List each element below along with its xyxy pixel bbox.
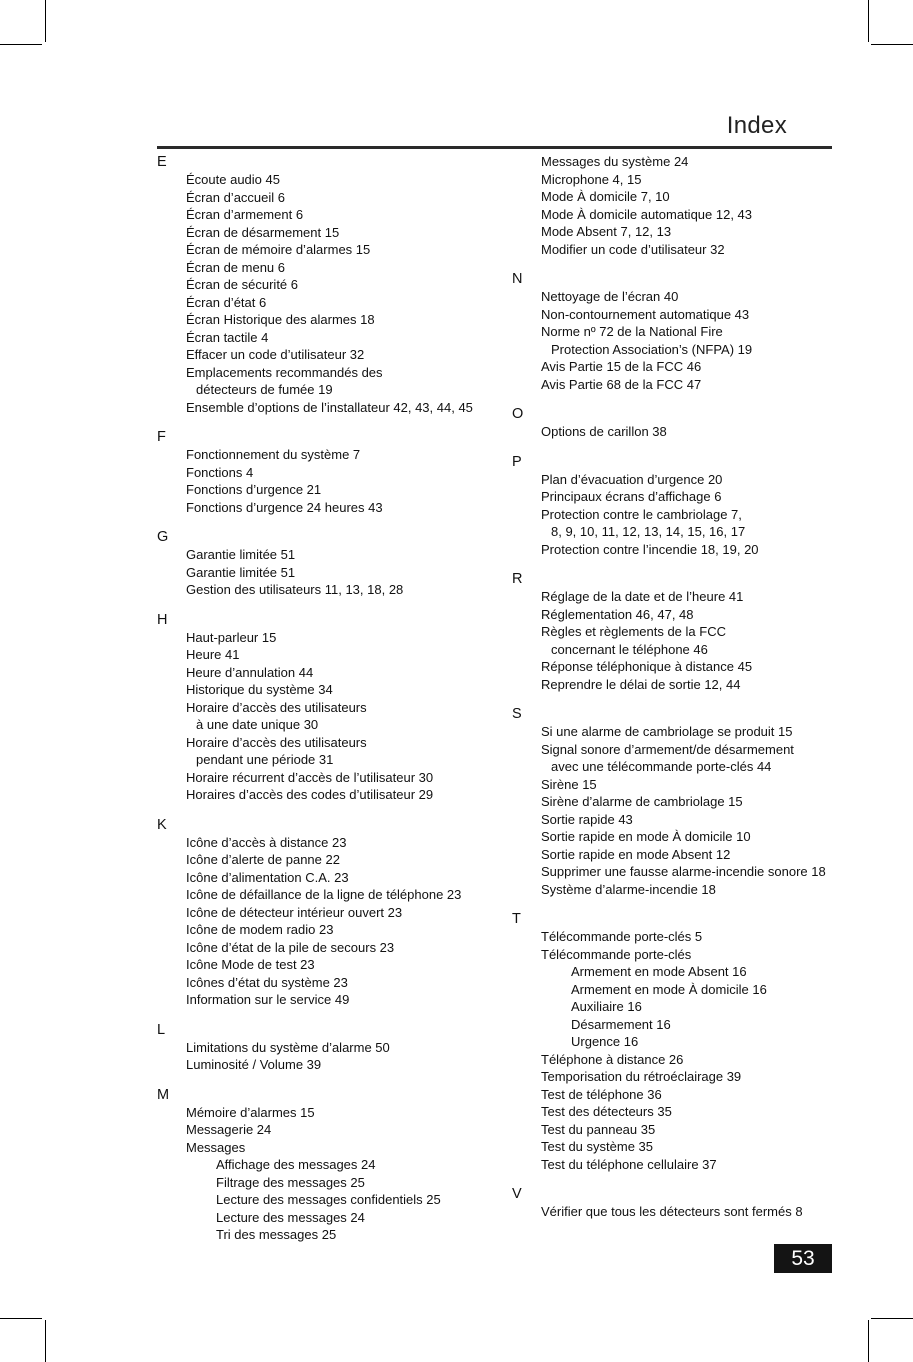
index-entry: Information sur le service 49 xyxy=(186,992,350,1007)
index-entry: Écran de menu 6 xyxy=(186,259,286,275)
index-left-column xyxy=(157,153,502,1244)
section-letter-t: T xyxy=(512,911,521,927)
index-entry: Icône de modem radio 23 xyxy=(186,922,334,937)
index-entry: Écran d’armement 6 xyxy=(186,207,304,222)
crop-mark-top-left-v xyxy=(45,0,46,42)
section-letter-r: R xyxy=(512,571,523,587)
index-entry: Horaire récurrent d’accès de l’utilisateur 30 xyxy=(186,769,434,785)
index-entry: concernant le téléphone 46 xyxy=(551,641,708,657)
index-entry: Écran d’accueil 6 xyxy=(186,189,285,205)
section-letter-g: G xyxy=(157,529,169,545)
section-letter-k: K xyxy=(157,816,167,833)
index-entry: Lecture des messages 24 xyxy=(216,1209,365,1225)
index-entry: Protection contre l’incendie 18, 19, 20 xyxy=(541,541,759,557)
index-entry: Écran de sécurité 6 xyxy=(186,277,299,292)
index-entry: Fonctionnement du système 7 xyxy=(186,447,361,462)
index-entry: Écran de mémoire d’alarmes 15 xyxy=(186,242,371,257)
index-entry: Icône d’alerte de panne 22 xyxy=(186,852,340,867)
index-entry: Icône de détecteur intérieur ouvert 23 xyxy=(186,904,403,920)
index-entry: Urgence 16 xyxy=(571,1034,639,1049)
index-entry: Icône de défaillance de la ligne de téléphone 23 xyxy=(186,887,462,902)
index-entry: Test du système 35 xyxy=(541,1139,653,1154)
index-entry: Test des détecteurs 35 xyxy=(541,1104,672,1119)
index-entry: Armement en mode Absent 16 xyxy=(571,964,747,979)
index-entry: Emplacements recommandés des xyxy=(186,364,383,380)
crop-mark-bottom-left-h xyxy=(0,1318,42,1319)
index-entry: pendant une période 31 xyxy=(196,752,334,767)
index-entry: Mode À domicile automatique 12, 43 xyxy=(541,206,753,222)
section-letter-h: H xyxy=(157,611,168,628)
index-entry: Heure 41 xyxy=(186,647,240,662)
index-entry: Garantie limitée 51 xyxy=(186,564,296,580)
index-entry: avec une télécommande porte-clés 44 xyxy=(551,759,772,774)
index-entry: Icônes d’état du système 23 xyxy=(186,974,348,990)
index-entry: Protection contre le cambriolage 7, xyxy=(541,506,742,522)
index-entry: Microphone 4, 15 xyxy=(541,171,642,187)
index-entry: Effacer un code d’utilisateur 32 xyxy=(186,347,365,362)
index-entry: Icône d’accès à distance 23 xyxy=(186,834,347,850)
index-entry: Icône d’alimentation C.A. 23 xyxy=(186,869,349,885)
index-entry: Haut-parleur 15 xyxy=(186,629,277,645)
index-entry: Reprendre le délai de sortie 12, 44 xyxy=(541,676,741,692)
index-entry: Historique du système 34 xyxy=(186,682,333,697)
index-entry: Signal sonore d’armement/de désarmement xyxy=(541,741,794,757)
index-entry: Règles et règlements de la FCC xyxy=(541,624,726,639)
index-entry: Options de carillon 38 xyxy=(541,424,667,439)
index-entry: Réponse téléphonique à distance 45 xyxy=(541,659,753,674)
index-entry: Norme nº 72 de la National Fire xyxy=(541,324,723,339)
page-number: 53 xyxy=(774,1244,832,1273)
index-entry: Garantie limitée 51 xyxy=(186,547,296,562)
section-letter-v: V xyxy=(512,1186,522,1202)
index-entry: Téléphone à distance 26 xyxy=(541,1051,684,1067)
index-entry: Lecture des messages confidentiels 25 xyxy=(216,1192,441,1207)
index-entry: Messages xyxy=(186,1139,246,1155)
section-letter-e: E xyxy=(157,154,167,170)
index-entry: Mode À domicile 7, 10 xyxy=(541,189,670,204)
section-letter-n: N xyxy=(512,271,523,287)
index-entry: Mode Absent 7, 12, 13 xyxy=(541,224,672,239)
index-entry: Fonctions d’urgence 24 heures 43 xyxy=(186,499,383,515)
crop-mark-top-right-v xyxy=(868,0,869,42)
index-entry: Désarmement 16 xyxy=(571,1016,671,1032)
section-letter-o: O xyxy=(512,406,524,422)
index-entry: Fonctions d’urgence 21 xyxy=(186,482,322,497)
index-entry: Horaire d’accès des utilisateurs xyxy=(186,734,367,750)
index-entry: Système d’alarme-incendie 18 xyxy=(541,881,716,897)
index-entry: Ensemble d’options de l’installateur 42, 43, 44, 45 xyxy=(186,399,473,415)
index-entry: Écoute audio 45 xyxy=(186,172,280,187)
index-entry: Sortie rapide 43 xyxy=(541,811,633,827)
index-entry: Test de téléphone 36 xyxy=(541,1086,662,1102)
index-entry: Sortie rapide en mode À domicile 10 xyxy=(541,829,751,844)
title-rule xyxy=(157,146,832,149)
index-entry: Sirène 15 xyxy=(541,776,597,792)
section-letter-m: M xyxy=(157,1086,170,1103)
page-title: Index xyxy=(726,112,787,139)
section-letter-l: L xyxy=(157,1021,166,1038)
index-entry: Plan d’évacuation d’urgence 20 xyxy=(541,471,723,487)
index-entry: Horaires d’accès des codes d’utilisateur 29 xyxy=(186,787,434,802)
index-entry: Si une alarme de cambriolage se produit 15 xyxy=(541,724,793,739)
section-letter-s: S xyxy=(512,706,522,722)
index-entry: Réglementation 46, 47, 48 xyxy=(541,606,694,622)
index-entry: à une date unique 30 xyxy=(196,717,319,732)
index-entry: Filtrage des messages 25 xyxy=(216,1174,365,1190)
crop-mark-top-right-h xyxy=(871,44,913,45)
index-entry: Écran tactile 4 xyxy=(186,329,269,345)
index-entry: Limitations du système d’alarme 50 xyxy=(186,1039,390,1055)
index-entry: Réglage de la date et de l’heure 41 xyxy=(541,589,744,604)
index-entry: Télécommande porte-clés xyxy=(541,946,692,962)
index-entry: Affichage des messages 24 xyxy=(216,1157,376,1172)
index-entry: Tri des messages 25 xyxy=(216,1227,337,1242)
index-entry: Écran d’état 6 xyxy=(186,294,267,310)
index-entry: Mémoire d’alarmes 15 xyxy=(186,1104,315,1120)
index-entry: Télécommande porte-clés 5 xyxy=(541,929,703,944)
index-entry: Icône d’état de la pile de secours 23 xyxy=(186,939,395,955)
index-entry: Messagerie 24 xyxy=(186,1122,272,1137)
index-entry: Sirène d’alarme de cambriolage 15 xyxy=(541,794,743,809)
index-entry: Écran de désarmement 15 xyxy=(186,224,340,240)
index-entry: Icône Mode de test 23 xyxy=(186,957,315,972)
index-entry: Temporisation du rétroéclairage 39 xyxy=(541,1069,742,1084)
index-entry: Horaire d’accès des utilisateurs xyxy=(186,699,367,715)
index-entry: Test du téléphone cellulaire 37 xyxy=(541,1156,717,1172)
index-entry: Fonctions 4 xyxy=(186,464,254,480)
index-entry: 8, 9, 10, 11, 12, 13, 14, 15, 16, 17 xyxy=(551,524,746,539)
index-entry: Nettoyage de l’écran 40 xyxy=(541,289,679,304)
section-letter-f: F xyxy=(157,429,166,445)
crop-mark-bottom-right-v xyxy=(868,1320,869,1362)
index-entry: Sortie rapide en mode Absent 12 xyxy=(541,846,731,862)
index-entry: Avis Partie 15 de la FCC 46 xyxy=(541,359,702,374)
index-entry: Protection Association’s (NFPA) 19 xyxy=(551,341,753,357)
index-entry: Vérifier que tous les détecteurs sont fermés 8 xyxy=(541,1204,803,1219)
index-entry: Avis Partie 68 de la FCC 47 xyxy=(541,376,702,392)
section-letter-p: P xyxy=(512,453,522,470)
crop-mark-top-left-h xyxy=(0,44,42,45)
index-entry: Principaux écrans d’affichage 6 xyxy=(541,489,722,504)
index-entry: Écran Historique des alarmes 18 xyxy=(186,312,375,327)
index-entry: Supprimer une fausse alarme-incendie sonore 18 xyxy=(541,864,826,879)
index-entry: Messages du système 24 xyxy=(541,154,689,169)
index-entry: Auxiliaire 16 xyxy=(571,999,642,1014)
index-entry: Armement en mode À domicile 16 xyxy=(571,981,767,997)
index-entry: Non-contournement automatique 43 xyxy=(541,306,750,322)
crop-mark-bottom-right-h xyxy=(871,1318,913,1319)
crop-mark-bottom-left-v xyxy=(45,1320,46,1362)
index-entry: Modifier un code d’utilisateur 32 xyxy=(541,241,725,257)
index-right-column xyxy=(512,153,842,1221)
index-entry: Gestion des utilisateurs 11, 13, 18, 28 xyxy=(186,582,404,597)
index-entry: Test du panneau 35 xyxy=(541,1121,656,1137)
index-entry: Heure d’annulation 44 xyxy=(186,664,314,680)
index-entry: Luminosité / Volume 39 xyxy=(186,1057,322,1072)
index-entry: détecteurs de fumée 19 xyxy=(196,382,333,397)
